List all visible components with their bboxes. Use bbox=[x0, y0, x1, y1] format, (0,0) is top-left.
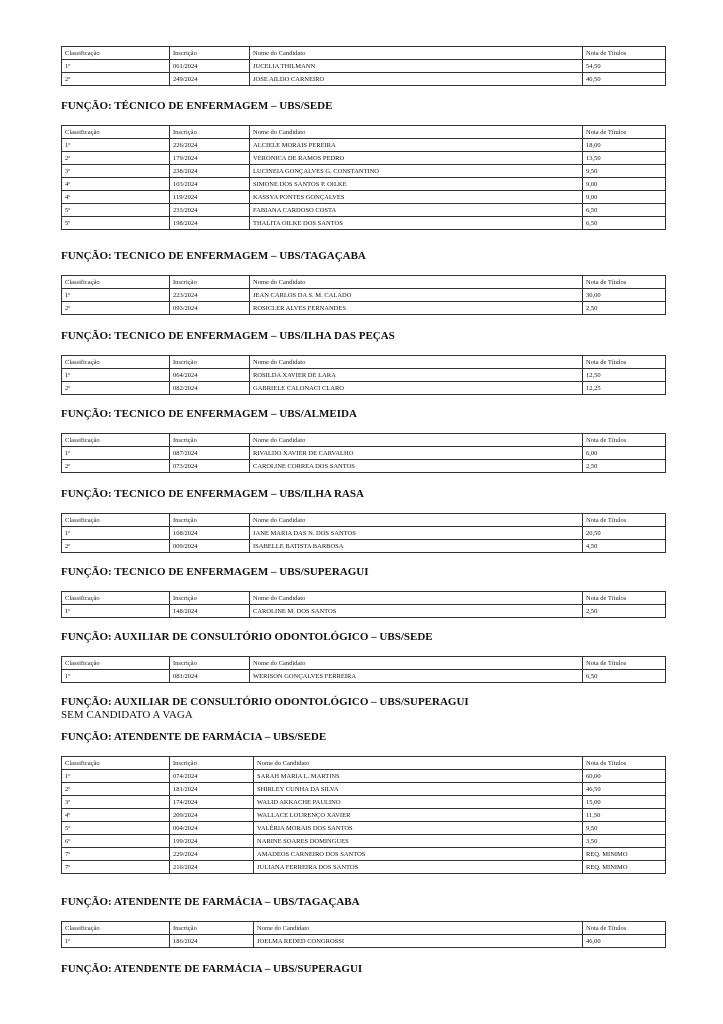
table-cell: VALÉRIA MORAIS DOS SANTOS bbox=[254, 822, 583, 835]
table-cell: SARAH MARIA L. MARTINS bbox=[254, 770, 583, 783]
table-cell: 009/2024 bbox=[170, 540, 250, 553]
table-header-row bbox=[62, 276, 666, 289]
column-header: Nota de Títulos bbox=[583, 514, 666, 527]
column-header: Nota de Títulos bbox=[583, 356, 666, 369]
table-cell: 1º bbox=[62, 289, 170, 302]
table-cell: 54,50 bbox=[583, 60, 666, 73]
table-cell: 108/2024 bbox=[170, 527, 250, 540]
table-row bbox=[62, 540, 666, 553]
table-cell: 2º bbox=[62, 152, 170, 165]
table-cell: 6,50 bbox=[583, 204, 666, 217]
table-cell: 1º bbox=[62, 670, 170, 683]
table-cell: GABRIELE CALONACI CLARO bbox=[250, 382, 583, 395]
table-cell: 174/2024 bbox=[170, 796, 254, 809]
section-4 bbox=[61, 408, 665, 473]
column-header: Nota de Títulos bbox=[583, 657, 666, 670]
results-table bbox=[61, 921, 666, 948]
table-cell: 3º bbox=[62, 796, 170, 809]
table-cell: 223/2024 bbox=[170, 289, 250, 302]
table-cell: 4º bbox=[62, 809, 170, 822]
results-table bbox=[61, 125, 666, 230]
table-cell: 18,00 bbox=[583, 139, 666, 152]
section-title: FUNÇÃO: TECNICO DE ENFERMAGEM – UBS/ILHA RASA bbox=[61, 488, 364, 500]
column-header: Nota de Títulos bbox=[583, 592, 666, 605]
table-cell: 181/2024 bbox=[170, 783, 254, 796]
table-cell: 238/2024 bbox=[170, 165, 250, 178]
results-table bbox=[61, 513, 666, 553]
table-cell: KASSYA PONTES GONÇALVES bbox=[250, 191, 583, 204]
table-row bbox=[62, 447, 666, 460]
column-header: Inscrição bbox=[170, 757, 254, 770]
table-row bbox=[62, 289, 666, 302]
table-cell: JOELMA REDED CONGROSSI bbox=[254, 935, 583, 948]
table-cell: 15,00 bbox=[583, 796, 666, 809]
results-table bbox=[61, 433, 666, 473]
table-cell: 7º bbox=[62, 861, 170, 874]
section-1 bbox=[61, 100, 665, 230]
column-header: Classificação bbox=[62, 126, 170, 139]
table-cell: 2º bbox=[62, 382, 170, 395]
table-row bbox=[62, 302, 666, 315]
table-cell: 6,00 bbox=[583, 447, 666, 460]
table-row bbox=[62, 204, 666, 217]
column-header: Classificação bbox=[62, 922, 170, 935]
table-cell: REQ. MINIMO bbox=[583, 861, 666, 874]
section-3 bbox=[61, 330, 665, 395]
table-cell: SIMONE DOS SANTOS P. OILKE bbox=[250, 178, 583, 191]
section-title: FUNÇÃO: ATENDENTE DE FARMÁCIA – UBS/TAGAÇABA bbox=[61, 896, 360, 908]
table-row bbox=[62, 60, 666, 73]
table-cell: 081/2024 bbox=[170, 670, 250, 683]
table-header-row bbox=[62, 47, 666, 60]
column-header: Nota de Títulos bbox=[583, 47, 666, 60]
section-title: FUNÇÃO: TÉCNICO DE ENFERMAGEM – UBS/SEDE bbox=[61, 100, 333, 112]
table-cell: 004/2024 bbox=[170, 822, 254, 835]
table-cell: 5º bbox=[62, 822, 170, 835]
table-cell: 60,00 bbox=[583, 770, 666, 783]
table-row bbox=[62, 460, 666, 473]
table-cell: JEAN CARLOS DA S. M. CALADO bbox=[250, 289, 583, 302]
table-cell: AMADEOS CARNEIRO DOS SANTOS bbox=[254, 848, 583, 861]
results-table bbox=[61, 756, 666, 874]
table-cell: 1º bbox=[62, 527, 170, 540]
table-header-row bbox=[62, 922, 666, 935]
table-cell: VERONICA DE RAMOS PEDRO bbox=[250, 152, 583, 165]
table-cell: FABIANA CARDOSO COSTA bbox=[250, 204, 583, 217]
table-cell: WERISON GONÇALVES FERREIRA bbox=[250, 670, 583, 683]
table-cell: 233/2024 bbox=[170, 204, 250, 217]
table-cell: 3º bbox=[62, 165, 170, 178]
table-cell: 082/2024 bbox=[170, 382, 250, 395]
table-cell: ROSICLER ALVES FERNANDES bbox=[250, 302, 583, 315]
column-header: Classificação bbox=[62, 657, 170, 670]
table-cell: 2º bbox=[62, 73, 170, 86]
results-table bbox=[61, 656, 666, 683]
table-cell: 11,50 bbox=[583, 809, 666, 822]
table-cell: CAROLINE CORREA DOS SANTOS bbox=[250, 460, 583, 473]
table-cell: 9,00 bbox=[583, 178, 666, 191]
column-header: Nome do Candidato bbox=[250, 276, 583, 289]
table-cell: 216/2024 bbox=[170, 861, 254, 874]
table-cell: LUCINEIA GONÇALVES G. CONSTANTINO bbox=[250, 165, 583, 178]
section-5 bbox=[61, 488, 665, 553]
table-cell: 119/2024 bbox=[170, 191, 250, 204]
table-cell: ALCIELE MORAIS PEREIRA bbox=[250, 139, 583, 152]
column-header: Classificação bbox=[62, 592, 170, 605]
table-cell: JUCELIA THILMANN bbox=[250, 60, 583, 73]
table-cell: 2º bbox=[62, 783, 170, 796]
results-table bbox=[61, 275, 666, 315]
table-row bbox=[62, 152, 666, 165]
column-header: Nome do Candidato bbox=[250, 592, 583, 605]
column-header: Inscrição bbox=[170, 514, 250, 527]
table-cell: 1º bbox=[62, 770, 170, 783]
column-header: Nota de Títulos bbox=[583, 757, 666, 770]
table-cell: 209/2024 bbox=[170, 809, 254, 822]
table-cell: WALID AKKACHE PAULINO bbox=[254, 796, 583, 809]
table-cell: WALLACE LOURENÇO XAVIER bbox=[254, 809, 583, 822]
section-title: FUNÇÃO: AUXILIAR DE CONSULTÓRIO ODONTOLÓGICO – UBS/SEDE bbox=[61, 631, 433, 643]
table-cell: JANE MARIA DAS N. DOS SANTOS bbox=[250, 527, 583, 540]
table-row bbox=[62, 822, 666, 835]
table-cell: 103/2024 bbox=[170, 178, 250, 191]
column-header: Classificação bbox=[62, 434, 170, 447]
table-cell: 1º bbox=[62, 605, 170, 618]
table-cell: THALITA OILKE DOS SANTOS bbox=[250, 217, 583, 230]
table-cell: 2,50 bbox=[583, 605, 666, 618]
section-title: FUNÇÃO: TECNICO DE ENFERMAGEM – UBS/SUPERAGUI bbox=[61, 566, 369, 578]
table-cell: 9,50 bbox=[583, 165, 666, 178]
column-header: Inscrição bbox=[170, 592, 250, 605]
column-header: Classificação bbox=[62, 514, 170, 527]
table-cell: 4º bbox=[62, 191, 170, 204]
table-cell: 46,00 bbox=[583, 935, 666, 948]
table-cell: 179/2024 bbox=[170, 152, 250, 165]
table-cell: 46,50 bbox=[583, 783, 666, 796]
table-cell: 186/2024 bbox=[170, 935, 254, 948]
table-row bbox=[62, 139, 666, 152]
table-header-row bbox=[62, 356, 666, 369]
section-6 bbox=[61, 566, 665, 618]
table-cell: 074/2024 bbox=[170, 770, 254, 783]
table-row bbox=[62, 770, 666, 783]
table-cell: 1º bbox=[62, 139, 170, 152]
table-cell: 9,00 bbox=[583, 191, 666, 204]
table-row bbox=[62, 369, 666, 382]
table-cell: 249/2024 bbox=[170, 73, 250, 86]
section-11 bbox=[61, 963, 665, 976]
table-row bbox=[62, 670, 666, 683]
table-row bbox=[62, 527, 666, 540]
table-row bbox=[62, 73, 666, 86]
section-title: FUNÇÃO: TECNICO DE ENFERMAGEM – UBS/ALMEIDA bbox=[61, 408, 357, 420]
table-cell: 061/2024 bbox=[170, 60, 250, 73]
table-cell: 2º bbox=[62, 302, 170, 315]
results-table bbox=[61, 355, 666, 395]
table-row bbox=[62, 178, 666, 191]
results-table bbox=[61, 46, 666, 86]
table-row bbox=[62, 809, 666, 822]
column-header: Nome do Candidato bbox=[254, 922, 583, 935]
table-row bbox=[62, 783, 666, 796]
table-cell: 7º bbox=[62, 848, 170, 861]
table-cell: SHIRLEY CUNHA DA SILVA bbox=[254, 783, 583, 796]
table-cell: 2º bbox=[62, 460, 170, 473]
column-header: Nome do Candidato bbox=[250, 356, 583, 369]
table-row bbox=[62, 861, 666, 874]
table-cell: 40,50 bbox=[583, 73, 666, 86]
column-header: Inscrição bbox=[170, 657, 250, 670]
column-header: Nome do Candidato bbox=[250, 434, 583, 447]
table-cell: 30,00 bbox=[583, 289, 666, 302]
table-cell: 1º bbox=[62, 935, 170, 948]
table-cell: NARINE SOARES DOMINGUES bbox=[254, 835, 583, 848]
table-header-row bbox=[62, 757, 666, 770]
table-cell: 20,50 bbox=[583, 527, 666, 540]
column-header: Nota de Títulos bbox=[583, 126, 666, 139]
table-cell: 1º bbox=[62, 369, 170, 382]
table-cell: 6,50 bbox=[583, 670, 666, 683]
table-cell: 9,50 bbox=[583, 822, 666, 835]
section-0 bbox=[61, 46, 665, 86]
table-row bbox=[62, 191, 666, 204]
table-header-row bbox=[62, 514, 666, 527]
table-cell: 199/2024 bbox=[170, 835, 254, 848]
column-header: Classificação bbox=[62, 356, 170, 369]
table-cell: 3,50 bbox=[583, 835, 666, 848]
column-header: Classificação bbox=[62, 47, 170, 60]
section-2 bbox=[61, 250, 665, 315]
column-header: Nome do Candidato bbox=[250, 47, 583, 60]
section-title: FUNÇÃO: TECNICO DE ENFERMAGEM – UBS/ILHA DAS PEÇAS bbox=[61, 330, 395, 342]
table-cell: JULIANA FERREIRA DOS SANTOS bbox=[254, 861, 583, 874]
section-10 bbox=[61, 896, 665, 948]
column-header: Inscrição bbox=[170, 47, 250, 60]
table-header-row bbox=[62, 592, 666, 605]
section-8 bbox=[61, 696, 665, 721]
section-title: FUNÇÃO: AUXILIAR DE CONSULTÓRIO ODONTOLÓGICO – UBS/SUPERAGUI bbox=[61, 696, 469, 708]
table-cell: CAROLINE M. DOS SANTOS bbox=[250, 605, 583, 618]
section-note: SEM CANDIDATO A VAGA bbox=[61, 709, 193, 721]
section-title: FUNÇÃO: TECNICO DE ENFERMAGEM – UBS/TAGAÇABA bbox=[61, 250, 366, 262]
table-header-row bbox=[62, 657, 666, 670]
table-row bbox=[62, 848, 666, 861]
table-cell: 148/2024 bbox=[170, 605, 250, 618]
column-header: Inscrição bbox=[170, 276, 250, 289]
table-cell: 226/2024 bbox=[170, 139, 250, 152]
section-title: FUNÇÃO: ATENDENTE DE FARMÁCIA – UBS/SUPERAGUI bbox=[61, 963, 363, 975]
table-row bbox=[62, 165, 666, 178]
table-cell: 13,50 bbox=[583, 152, 666, 165]
table-row bbox=[62, 935, 666, 948]
column-header: Nome do Candidato bbox=[254, 757, 583, 770]
table-cell: 2º bbox=[62, 540, 170, 553]
table-cell: 2,50 bbox=[583, 460, 666, 473]
table-cell: 6º bbox=[62, 835, 170, 848]
table-cell: JOSE AILDO CARNEIRO bbox=[250, 73, 583, 86]
table-cell: 1º bbox=[62, 447, 170, 460]
table-cell: 4º bbox=[62, 178, 170, 191]
table-header-row bbox=[62, 434, 666, 447]
table-cell: 229/2024 bbox=[170, 848, 254, 861]
table-cell: 5º bbox=[62, 204, 170, 217]
table-cell: 1º bbox=[62, 60, 170, 73]
table-cell: 2,50 bbox=[583, 302, 666, 315]
table-cell: 064/2024 bbox=[170, 369, 250, 382]
column-header: Nome do Candidato bbox=[250, 657, 583, 670]
column-header: Nota de Títulos bbox=[583, 276, 666, 289]
table-row bbox=[62, 796, 666, 809]
results-table bbox=[61, 591, 666, 618]
column-header: Inscrição bbox=[170, 922, 254, 935]
column-header: Inscrição bbox=[170, 126, 250, 139]
column-header: Classificação bbox=[62, 757, 170, 770]
section-title: FUNÇÃO: ATENDENTE DE FARMÁCIA – UBS/SEDE bbox=[61, 731, 327, 743]
table-cell: 073/2024 bbox=[170, 460, 250, 473]
table-cell: ROSILDA XAVIER DE LARA bbox=[250, 369, 583, 382]
column-header: Nome do Candidato bbox=[250, 126, 583, 139]
column-header: Nota de Títulos bbox=[583, 434, 666, 447]
table-header-row bbox=[62, 126, 666, 139]
table-cell: 12,25 bbox=[583, 382, 666, 395]
column-header: Inscrição bbox=[170, 434, 250, 447]
column-header: Classificação bbox=[62, 276, 170, 289]
table-cell: RIVALDO XAVIER DE CARVALHO bbox=[250, 447, 583, 460]
table-cell: 087/2024 bbox=[170, 447, 250, 460]
table-cell: REQ. MINIMO bbox=[583, 848, 666, 861]
table-cell: 6,50 bbox=[583, 217, 666, 230]
table-cell: 4,50 bbox=[583, 540, 666, 553]
table-cell: 5º bbox=[62, 217, 170, 230]
section-7 bbox=[61, 631, 665, 683]
column-header: Nome do Candidato bbox=[250, 514, 583, 527]
table-row bbox=[62, 835, 666, 848]
table-row bbox=[62, 217, 666, 230]
table-cell: 198/2024 bbox=[170, 217, 250, 230]
table-cell: 12,50 bbox=[583, 369, 666, 382]
column-header: Inscrição bbox=[170, 356, 250, 369]
section-9 bbox=[61, 731, 665, 874]
table-row bbox=[62, 382, 666, 395]
column-header: Nota de Títulos bbox=[583, 922, 666, 935]
table-row bbox=[62, 605, 666, 618]
table-cell: 093/2024 bbox=[170, 302, 250, 315]
table-cell: ISABELLE BATISTA BARBOSA bbox=[250, 540, 583, 553]
